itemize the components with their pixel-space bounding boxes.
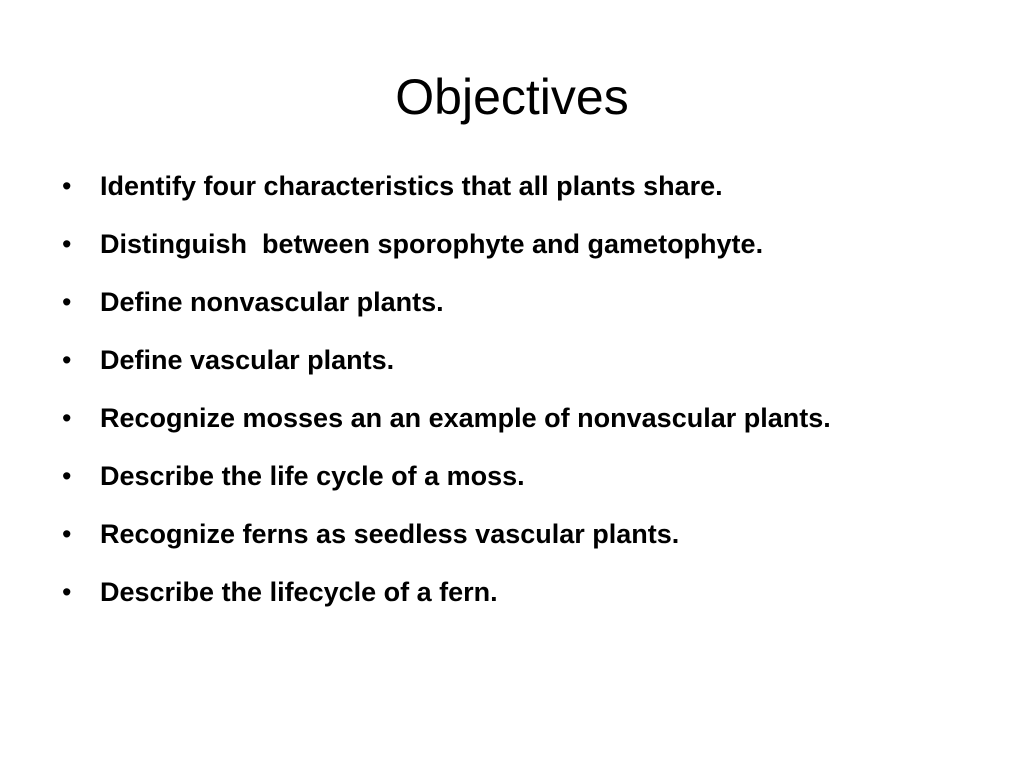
bullet-icon: • [62, 577, 72, 607]
list-item-text: Describe the lifecycle of a fern. [100, 577, 498, 607]
list-item-text: Describe the life cycle of a moss. [100, 461, 525, 491]
list-item [60, 224, 970, 264]
list-item-text: Define nonvascular plants. [100, 287, 444, 317]
bullet-icon: • [62, 519, 72, 549]
list-item-text: Recognize mosses an an example of nonvascular plants. [100, 403, 831, 433]
list-item-text: Identify four characteristics that all plants share. [100, 171, 723, 201]
slide-title: Objectives [395, 69, 629, 125]
list-item [60, 456, 970, 496]
bullet-icon: • [62, 345, 72, 375]
bullet-icon: • [62, 229, 72, 259]
bullet-icon: • [62, 403, 72, 433]
list-item [60, 166, 970, 206]
bullet-icon: • [62, 287, 72, 317]
bullet-icon: • [62, 171, 72, 201]
objectives-list [60, 166, 970, 630]
list-item [60, 572, 970, 612]
list-item-text: Distinguish between sporophyte and gametophyte. [100, 229, 764, 259]
list-item [60, 340, 970, 380]
list-item-text: Recognize ferns as seedless vascular plants. [100, 519, 680, 549]
bullet-icon: • [62, 461, 72, 491]
list-item [60, 398, 970, 438]
list-item [60, 282, 970, 322]
list-item-text: Define vascular plants. [100, 345, 395, 375]
list-item [60, 514, 970, 554]
